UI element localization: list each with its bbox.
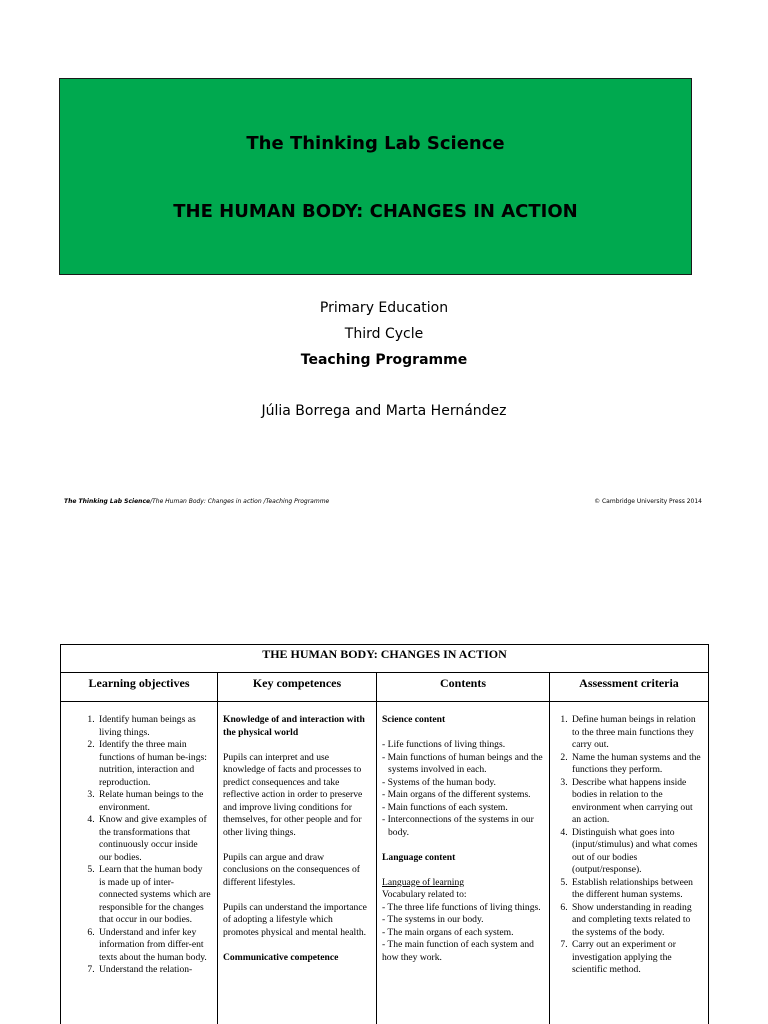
- list-item: 2. Name the human systems and the functions they perform.: [570, 752, 702, 777]
- list-item: - Main functions of each system.: [382, 801, 508, 813]
- cover-title-box: [59, 78, 692, 275]
- assessment-list: [550, 714, 708, 977]
- cover-subtitle: THE HUMAN BODY: CHANGES IN ACTION: [173, 201, 578, 222]
- header-assessment-criteria: Assessment criteria: [579, 676, 679, 690]
- key-competences-cell: [218, 702, 377, 1024]
- table-header-row: [61, 673, 708, 702]
- list-item: 4. Know and give examples of the transformations that continuously occur inside our bodies.: [97, 814, 211, 864]
- footer-reference: [64, 498, 329, 505]
- list-item: 4. Distinguish what goes into (input/stimulus) and what comes out of our bodies (output/response).: [570, 827, 702, 877]
- table-body-row: [61, 702, 708, 1024]
- header-key-competences: Key competences: [218, 673, 377, 701]
- list-item: 2. Identify the three main functions of human be-ings: nutrition, interaction and reproduction.: [97, 739, 211, 789]
- header-learning-objectives: Learning objectives: [61, 673, 218, 701]
- science-content-heading: Science content: [382, 714, 446, 725]
- document-type: Teaching Programme: [300, 352, 468, 368]
- programme-table: [60, 644, 709, 1024]
- list-item: - The three life functions of living things.: [382, 901, 541, 913]
- learning-objectives-cell: [61, 702, 218, 1024]
- table-title: THE HUMAN BODY: CHANGES IN ACTION: [61, 645, 708, 673]
- education-level: Primary Education: [319, 300, 449, 316]
- competence-heading: Knowledge of and interaction with the physical world: [223, 714, 365, 738]
- list-item: 6. Show understanding in reading and completing texts related to the systems of the body.: [570, 902, 702, 940]
- assessment-criteria-cell: [550, 702, 708, 1024]
- contents-cell: [377, 702, 550, 1024]
- list-item: 1. Define human beings in relation to the three main functions they carry out.: [570, 714, 702, 752]
- competence-paragraph: Pupils can interpret and use knowledge of facts and processes to predict consequences and take reflective action in order to preserve and improve living conditions for themselves, for other people and for other living things.: [223, 751, 363, 838]
- list-item: 7. Understand the relation-: [97, 964, 211, 977]
- list-item: 5. Establish relationships between the different human systems.: [570, 877, 702, 902]
- list-item: 3. Relate human beings to the environment.: [97, 789, 211, 814]
- competence-paragraph: Pupils can argue and draw conclusions on the consequences of different lifestyles.: [223, 851, 360, 888]
- list-item: 3. Describe what happens inside bodies in relation to the environment when carrying out an action.: [570, 777, 702, 827]
- authors: Júlia Borrega and Marta Hernández: [261, 403, 507, 419]
- objectives-list: [61, 714, 217, 977]
- footer-copyright: © Cambridge University Press 2014: [594, 498, 702, 505]
- list-item: - Main functions of human beings and the systems involved in each.: [382, 751, 543, 775]
- list-item: - Interconnections of the systems in our body.: [382, 814, 534, 838]
- language-content-heading: Language content: [382, 851, 456, 863]
- language-of-learning-label: Language of learning: [382, 876, 465, 888]
- list-item: - The main organs of each system.: [382, 926, 514, 938]
- cover-title: The Thinking Lab Science: [246, 133, 505, 154]
- list-item: 6. Understand and infer key information from differ-ent texts about the human body.: [97, 927, 211, 965]
- vocabulary-intro: Vocabulary related to:: [382, 889, 467, 900]
- list-item: 1. Identify human beings as living things.: [97, 714, 211, 739]
- list-item: - The systems in our body.: [382, 914, 484, 925]
- competence-heading: Communicative competence: [223, 951, 339, 963]
- list-item: - Systems of the human body.: [382, 776, 496, 788]
- list-item: 7. Carry out an experiment or investigation applying the scientific method.: [570, 939, 702, 977]
- list-item: 5. Learn that the human body is made up of inter-connected systems which are responsible for the changes that occur in our bodies.: [97, 864, 211, 927]
- header-contents: Contents: [377, 673, 550, 701]
- cycle: Third Cycle: [344, 326, 424, 342]
- list-item: - Main organs of the different systems.: [382, 789, 531, 800]
- footer-series: The Thinking Lab Science: [64, 498, 151, 505]
- competence-paragraph: Pupils can understand the importance of adopting a lifestyle which promotes physical and mental health.: [223, 901, 367, 938]
- footer-path: /The Human Body: Changes in action /Teaching Programme: [150, 498, 330, 505]
- list-item: - The main function of each system and how they work.: [382, 939, 534, 963]
- list-item: - Life functions of living things.: [382, 739, 506, 750]
